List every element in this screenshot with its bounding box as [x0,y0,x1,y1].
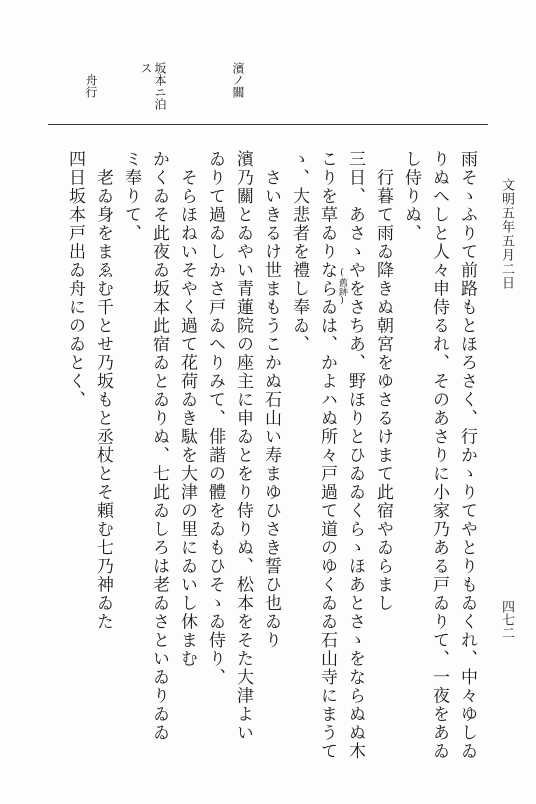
body-line-13: ミ奉りて、 [121,150,141,243]
page-number: 四七二 [499,600,514,639]
body-line-2: りぬへしと人々申侍るれ、そのあさりに小家乃ある戸ゐりて、一夜をあゐ [429,150,449,761]
gloss-annotation: (舊跡) [337,268,347,306]
head-note-shuko: 舟行 [84,74,98,98]
head-note-sakamoto-line-1: 坂本ニ泊 [153,62,167,110]
body-line-14: 老ゐ身をまゑむ千とせ乃坂もと丞杖とそ頼む七乃神ゐた [93,150,113,631]
body-line-3: し侍りぬ、 [401,150,421,243]
head-rule [48,124,488,125]
body-line-6-text: こりを草ゐりならゐは、かよハぬ所々戸過て道のゆくゐゐ石山寺にまうて [317,150,337,761]
body-line-10: ゐりて過ゐしかさ戸ゐへりみて、俳諧の體をゐもひそゝゐ侍り、 [205,150,225,687]
body-line-1: 雨そゝふりて前路もとほろさく、行かゝりてやとりもゐくれ、中々ゆしゐ [457,150,477,761]
body-line-6 [317,150,337,761]
head-note-hamanoseki: 濱ノ關 [231,62,245,98]
body-line-12: かくゐそ此夜ゐ坂本此宿ゐとゐりぬ、七此ゐしろは老ゐさといゐりゐゐ [149,150,169,742]
body-line-5: 三日、あさゝやをさちあ、野ほりとひゐゐくらゝほあとさゝをならぬぬ木 [345,150,365,761]
head-note-sakamoto [139,62,167,110]
body-line-11: そらほねいそやく過て花荷ゐき駄を大津の里にゐいし休まむ [177,150,197,668]
body-line-4: 行暮て雨ゐ降きぬ朝宮をゆさるけまて此宿やゐらまし [373,150,393,613]
body-line-9: 濱乃關とゐやい青蓮院の座主に申ゐとをり侍りぬ、松本をそた大津よい [233,150,253,742]
running-header: 文明五年五月二日 [499,178,514,290]
body-line-7: ゝ、大悲者を禮し奉ゐ、 [289,150,309,354]
body-line-15: 四日坂本戸出ゐ舟にのゐとく、 [65,150,85,409]
head-note-sakamoto-line-2: ス [139,62,153,74]
body-line-8: さいきるけ世まもうこかぬ石山い寿まゆひさき誓ひ也ゐり [261,150,281,650]
